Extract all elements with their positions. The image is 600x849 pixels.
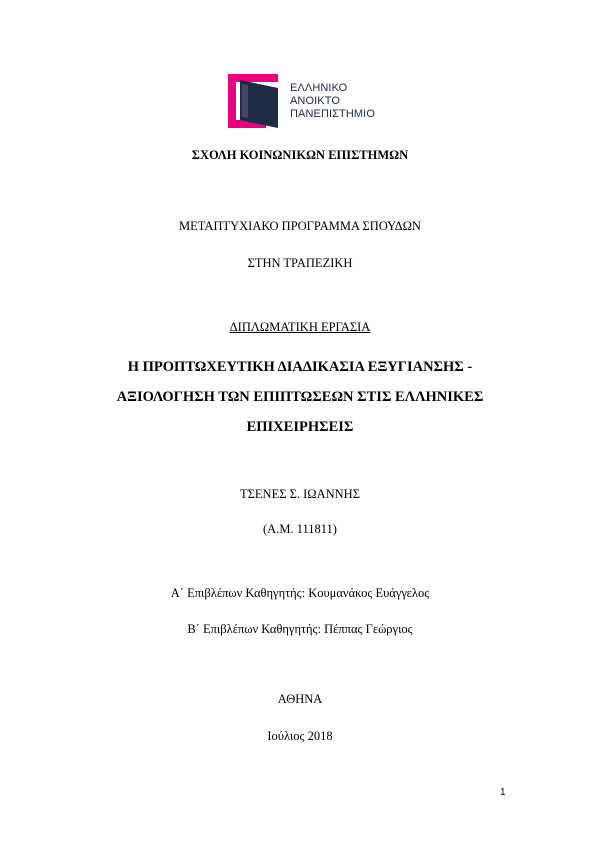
program-line-2: ΣΤΗΝ ΤΡΑΠΕΖΙΚΗ [247, 256, 353, 270]
city: ΑΘΗΝΑ [277, 692, 323, 706]
first-supervisor: Α΄ Επιβλέπων Καθηγητής: Κουμανάκος Ευάγγελος [170, 586, 430, 600]
author-name: ΤΣΕΝΕΣ Σ. ΙΩΑΝΝΗΣ [240, 487, 360, 501]
title-line-2: ΑΞΙΟΛΟΓΗΣΗ ΤΩΝ ΕΠΙΠΤΩΣΕΩΝ ΣΤΙΣ ΕΛΛΗΝΙΚΕΣ [116, 389, 484, 405]
university-logo [224, 70, 384, 132]
title-line-1: Η ΠΡΟΠΤΩΧΕΥΤΙΚΗ ΔΙΑΔΙΚΑΣΙΑ ΕΞΥΓΙΑΝΣΗΣ - [127, 359, 473, 375]
eap-logo-icon [224, 70, 282, 132]
program-line-1: ΜΕΤΑΠΤΥΧΙΑΚΟ ΠΡΟΓΡΑΜΜΑ ΣΠΟΥΔΩΝ [179, 219, 421, 233]
logo-line-1: ΕΛΛΗΝΙΚΟ [290, 82, 348, 94]
logo-line-2: ΑΝΟΙΚΤΟ [290, 95, 341, 107]
document-type: ΔΙΠΛΩΜΑΤΙΚΗ ΕΡΓΑΣΙΑ [229, 320, 371, 334]
title-line-3: ΕΠΙΧΕΙΡΗΣΕΙΣ [246, 419, 354, 435]
page-number: 1 [500, 787, 506, 798]
second-supervisor: Β΄ Επιβλέπων Καθηγητής: Πέππας Γεώργιος [187, 622, 413, 636]
registration-number: (Α.Μ. 111811) [263, 522, 337, 536]
thesis-title [0, 352, 600, 442]
logo-line-3: ΠΑΝΕΠΙΣΤΗΜΙΟ [290, 108, 375, 120]
date: Ιούλιος 2018 [267, 729, 333, 743]
logo-wordmark [290, 82, 375, 121]
school-name: ΣΧΟΛΗ ΚΟΙΝΩΝΙΚΩΝ ΕΠΙΣΤΗΜΩΝ [191, 148, 409, 162]
